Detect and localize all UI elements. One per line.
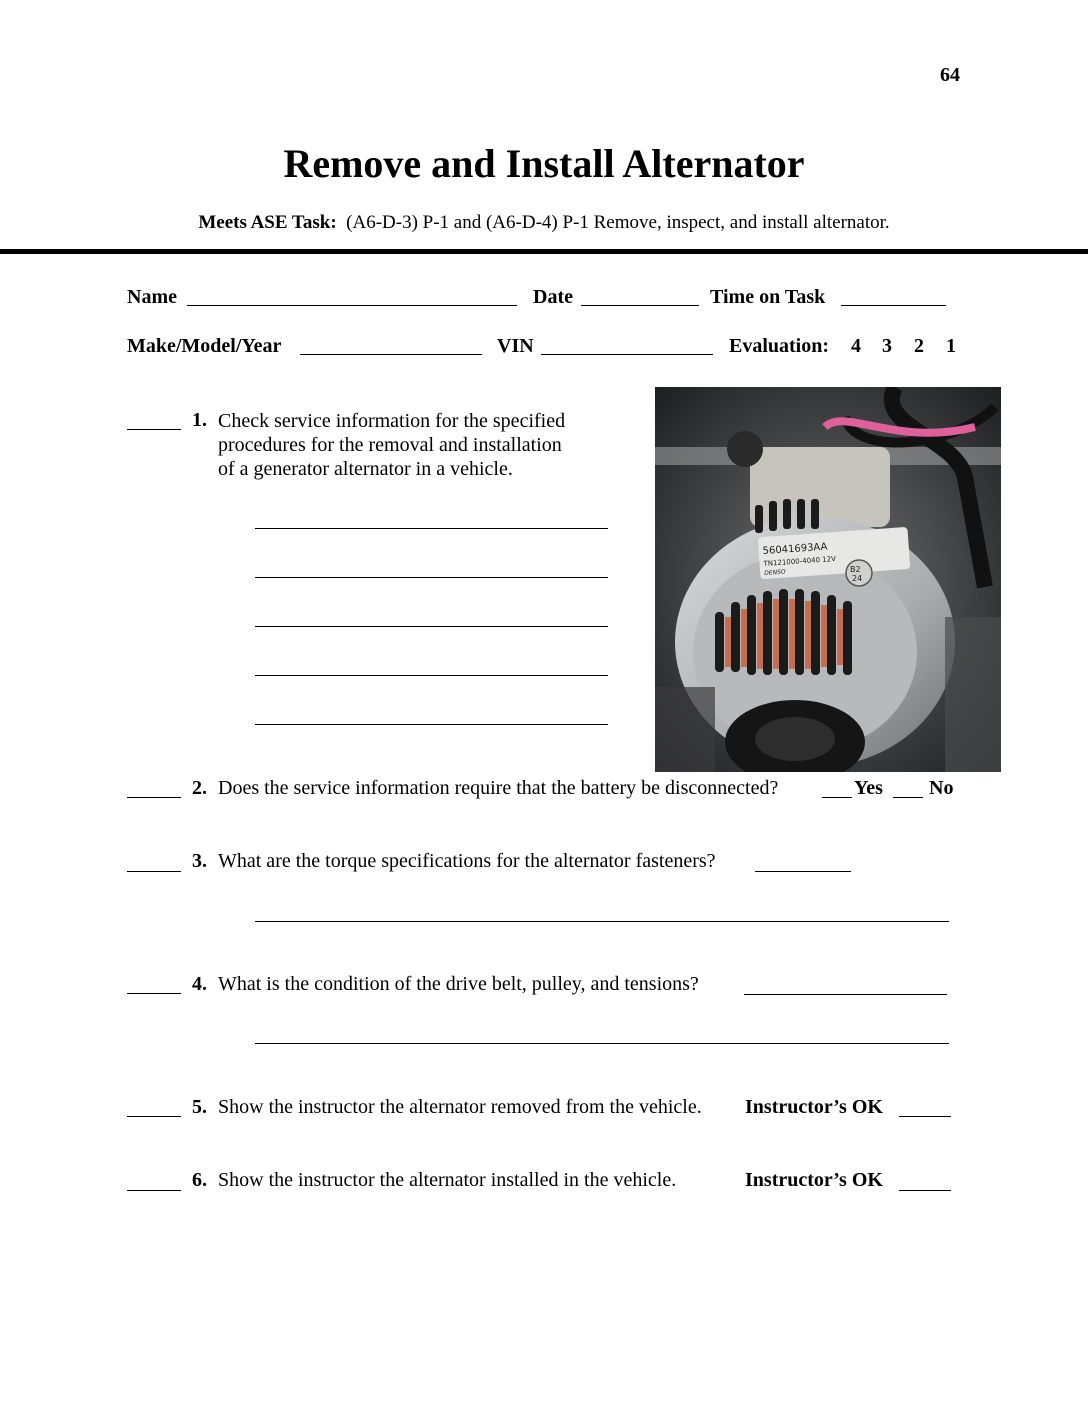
q4-number: 4. xyxy=(192,973,207,995)
name-label: Name xyxy=(127,286,177,308)
q6-number: 6. xyxy=(192,1169,207,1191)
q1-answer-line[interactable] xyxy=(255,675,608,676)
page-title: Remove and Install Alternator xyxy=(283,141,805,186)
q6-ok-label: Instructor’s OK xyxy=(745,1169,883,1191)
q1-line: Check service information for the specified xyxy=(218,410,566,432)
photo-label-part: 56041693AA xyxy=(762,541,828,558)
alternator-photo xyxy=(655,387,1001,772)
q3-inline-blank[interactable] xyxy=(755,871,851,872)
vin-field[interactable] xyxy=(541,354,713,355)
q2-no-label: No xyxy=(929,777,954,799)
make-model-year-field[interactable] xyxy=(300,354,482,355)
q3-check-blank[interactable] xyxy=(127,871,181,872)
q6-ok-blank[interactable] xyxy=(899,1190,951,1191)
ase-task-text: (A6-D-3) P-1 and (A6-D-4) P-1 Remove, inspect, and install alternator. xyxy=(346,212,890,233)
evaluation-label: Evaluation: xyxy=(729,335,830,357)
header-rule xyxy=(0,249,1088,254)
q1-line: procedures for the removal and installation xyxy=(218,434,562,456)
q4-check-blank[interactable] xyxy=(127,993,181,994)
q5-ok-label: Instructor’s OK xyxy=(745,1096,883,1118)
q2-text: Does the service information require that the battery be disconnected? xyxy=(218,777,779,799)
vin-label: VIN xyxy=(497,335,534,357)
q4-answer-line[interactable] xyxy=(255,1043,949,1044)
q1-number: 1. xyxy=(192,409,207,431)
name-field[interactable] xyxy=(187,305,517,306)
time-on-task-label: Time on Task xyxy=(710,286,826,308)
ase-task-label: Meets ASE Task: xyxy=(198,212,337,233)
q1-answer-line[interactable] xyxy=(255,724,608,725)
photo-label-brand: DENSO xyxy=(764,568,786,577)
q3-number: 3. xyxy=(192,850,207,872)
date-field[interactable] xyxy=(581,305,699,306)
score-3[interactable]: 3 xyxy=(882,335,892,357)
q2-yes-label: Yes xyxy=(854,777,883,799)
q6-text: Show the instructor the alternator installed in the vehicle. xyxy=(218,1169,677,1191)
q2-yes-blank[interactable] xyxy=(822,797,852,798)
q1-answer-line[interactable] xyxy=(255,528,608,529)
q6-check-blank[interactable] xyxy=(127,1190,181,1191)
q3-answer-line[interactable] xyxy=(255,921,949,922)
score-2[interactable]: 2 xyxy=(914,335,924,357)
photo-label-code2: 24 xyxy=(852,574,863,583)
q5-text: Show the instructor the alternator removed from the vehicle. xyxy=(218,1096,702,1118)
q1-line: of a generator alternator in a vehicle. xyxy=(218,458,513,480)
date-label: Date xyxy=(533,286,573,308)
q5-number: 5. xyxy=(192,1096,207,1118)
q3-text: What are the torque specifications for the alternator fasteners? xyxy=(218,850,716,872)
photo-label-model: TN121000-4040 12V xyxy=(763,554,837,568)
photo-label-code1: B2 xyxy=(850,565,861,574)
q5-check-blank[interactable] xyxy=(127,1116,181,1117)
page-number: 64 xyxy=(940,64,960,86)
score-1[interactable]: 1 xyxy=(946,335,956,357)
q1-answer-line[interactable] xyxy=(255,626,608,627)
q4-text: What is the condition of the drive belt, pulley, and tensions? xyxy=(218,973,699,995)
q2-no-blank[interactable] xyxy=(893,797,923,798)
q2-check-blank[interactable] xyxy=(127,797,181,798)
q2-number: 2. xyxy=(192,777,207,799)
q4-inline-blank[interactable] xyxy=(744,994,947,995)
score-4[interactable]: 4 xyxy=(851,335,861,357)
q1-text xyxy=(218,409,638,481)
q1-answer-line[interactable] xyxy=(255,577,608,578)
q5-ok-blank[interactable] xyxy=(899,1116,951,1117)
make-model-year-label: Make/Model/Year xyxy=(127,335,282,357)
time-on-task-field[interactable] xyxy=(841,305,946,306)
q1-check-blank[interactable] xyxy=(127,429,181,430)
ase-task-line xyxy=(0,212,1088,234)
